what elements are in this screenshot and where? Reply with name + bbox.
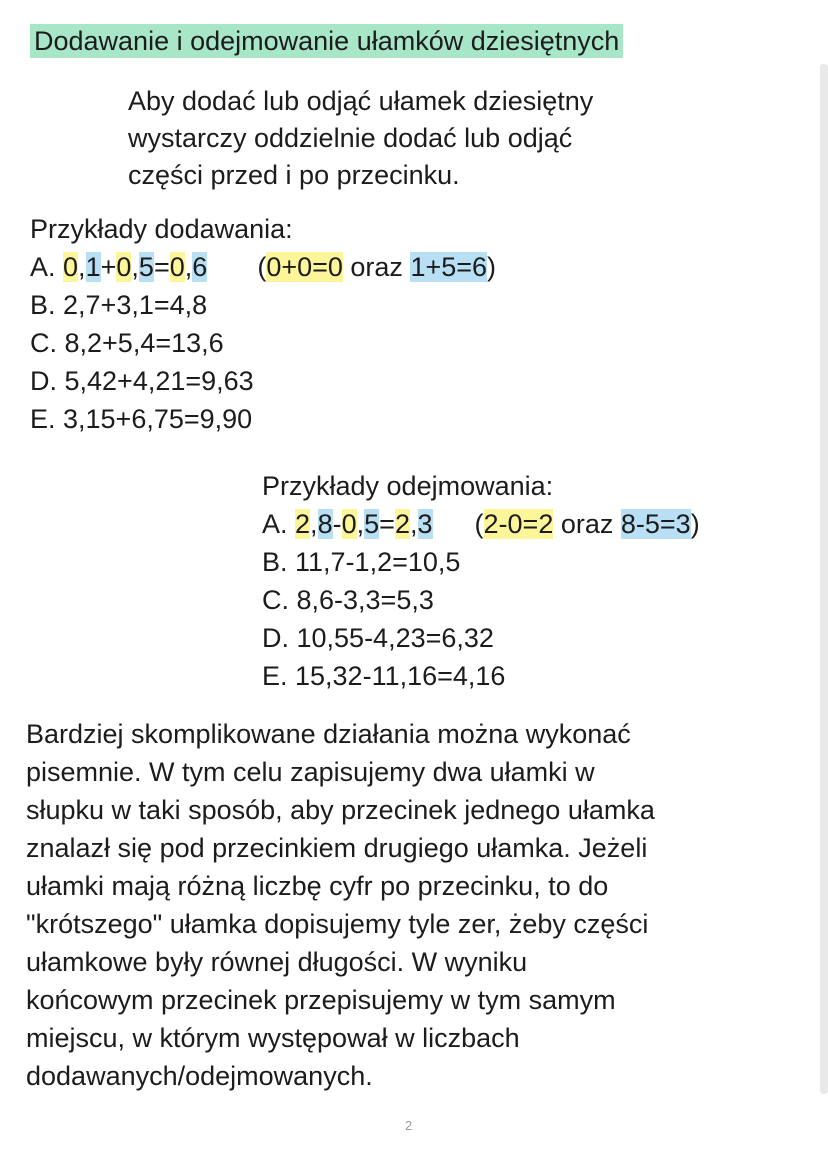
integer-part: 0 [169, 252, 185, 282]
integer-part: 2 [295, 509, 311, 539]
example-prefix: A. [30, 252, 64, 282]
subtraction-example: E. 15,32-11,16=4,16 [262, 661, 506, 691]
operator: + [100, 252, 117, 282]
integer-part: 0 [116, 252, 132, 282]
note-connector: oraz [553, 509, 621, 539]
decimal-part: 5 [138, 252, 154, 282]
paragraph-line: ułamki mają różną liczbę cyfr po przecinku, to do [26, 871, 609, 901]
equals: = [379, 509, 395, 539]
comma: , [310, 509, 318, 539]
addition-example: B. 2,7+3,1=4,8 [30, 290, 208, 320]
paragraph-line: Bardziej skomplikowane działania można wykonać [26, 719, 631, 749]
integer-part: 0 [63, 252, 79, 282]
subtraction-example: B. 11,7-1,2=10,5 [262, 547, 461, 577]
note-paren: ( [257, 252, 267, 282]
paragraph-line: dodawanych/odejmowanych. [26, 1061, 373, 1091]
note-decimal-sum: 1+5=6 [410, 252, 488, 282]
comma: , [78, 252, 86, 282]
paragraph-line: pisemnie. W tym celu zapisujemy dwa ułamki w [26, 757, 595, 787]
comma: , [131, 252, 139, 282]
decimal-part: 6 [192, 252, 208, 282]
title-container [30, 24, 623, 58]
note-decimal-difference: 8-5=3 [620, 509, 691, 539]
page-number: 2 [405, 1118, 413, 1133]
decimal-part: 8 [317, 509, 333, 539]
comma: , [184, 252, 193, 282]
example-prefix: A. [262, 509, 296, 539]
addition-example: C. 8,2+5,4=13,6 [30, 328, 224, 358]
scrollbar[interactable] [820, 64, 828, 1094]
note-paren: ) [487, 252, 497, 282]
decimal-part: 3 [417, 509, 433, 539]
paragraph-line: miejscu, w którym występował w liczbach [26, 1023, 520, 1053]
addition-examples [30, 210, 496, 438]
note-paren: ( [474, 509, 484, 539]
integer-part: 2 [394, 509, 410, 539]
decimal-part: 1 [85, 252, 101, 282]
intro-text: Aby dodać lub odjąć ułamek dziesiętny wystarczy oddzielnie dodać lub odjąć części przed i po przecinku. [128, 86, 594, 190]
equals: = [153, 252, 170, 282]
subtraction-example: D. 10,55-4,23=6,32 [262, 623, 494, 653]
addition-example-a [30, 248, 496, 286]
subtraction-example: C. 8,6-3,3=5,3 [262, 585, 434, 615]
note-integer-difference: 2-0=2 [483, 509, 554, 539]
paragraph-line: słupku w taki sposób, aby przecinek jednego ułamka [26, 795, 655, 825]
addition-example: D. 5,42+4,21=9,63 [30, 366, 254, 396]
subtraction-examples [262, 467, 700, 695]
note-connector: oraz [342, 252, 411, 282]
subtraction-example-a [262, 505, 700, 543]
page-title: Dodawanie i odejmowanie ułamków dziesiętnych [30, 24, 623, 58]
note-paren: ) [690, 509, 700, 539]
addition-example: E. 3,15+6,75=9,90 [30, 404, 253, 434]
paragraph-line: znalazł się pod przecinkiem drugiego ułamka. Jeżeli [26, 833, 648, 863]
explanation-paragraph [26, 715, 796, 1095]
paragraph-line: końcowym przecinek przepisujemy w tym samym [26, 985, 616, 1015]
addition-heading: Przykłady dodawania: [30, 214, 293, 244]
integer-part: 0 [341, 509, 357, 539]
paragraph-line: ułamkowe były równej długości. W wyniku [26, 947, 528, 977]
subtraction-heading: Przykłady odejmowania: [262, 471, 554, 501]
note-integer-sum: 0+0=0 [266, 252, 343, 282]
decimal-part: 5 [364, 509, 380, 539]
comma: , [409, 509, 418, 539]
operator: - [332, 509, 342, 539]
comma: , [356, 509, 365, 539]
paragraph-line: "krótszego" ułamka dopisujemy tyle zer, żeby części [26, 909, 649, 939]
